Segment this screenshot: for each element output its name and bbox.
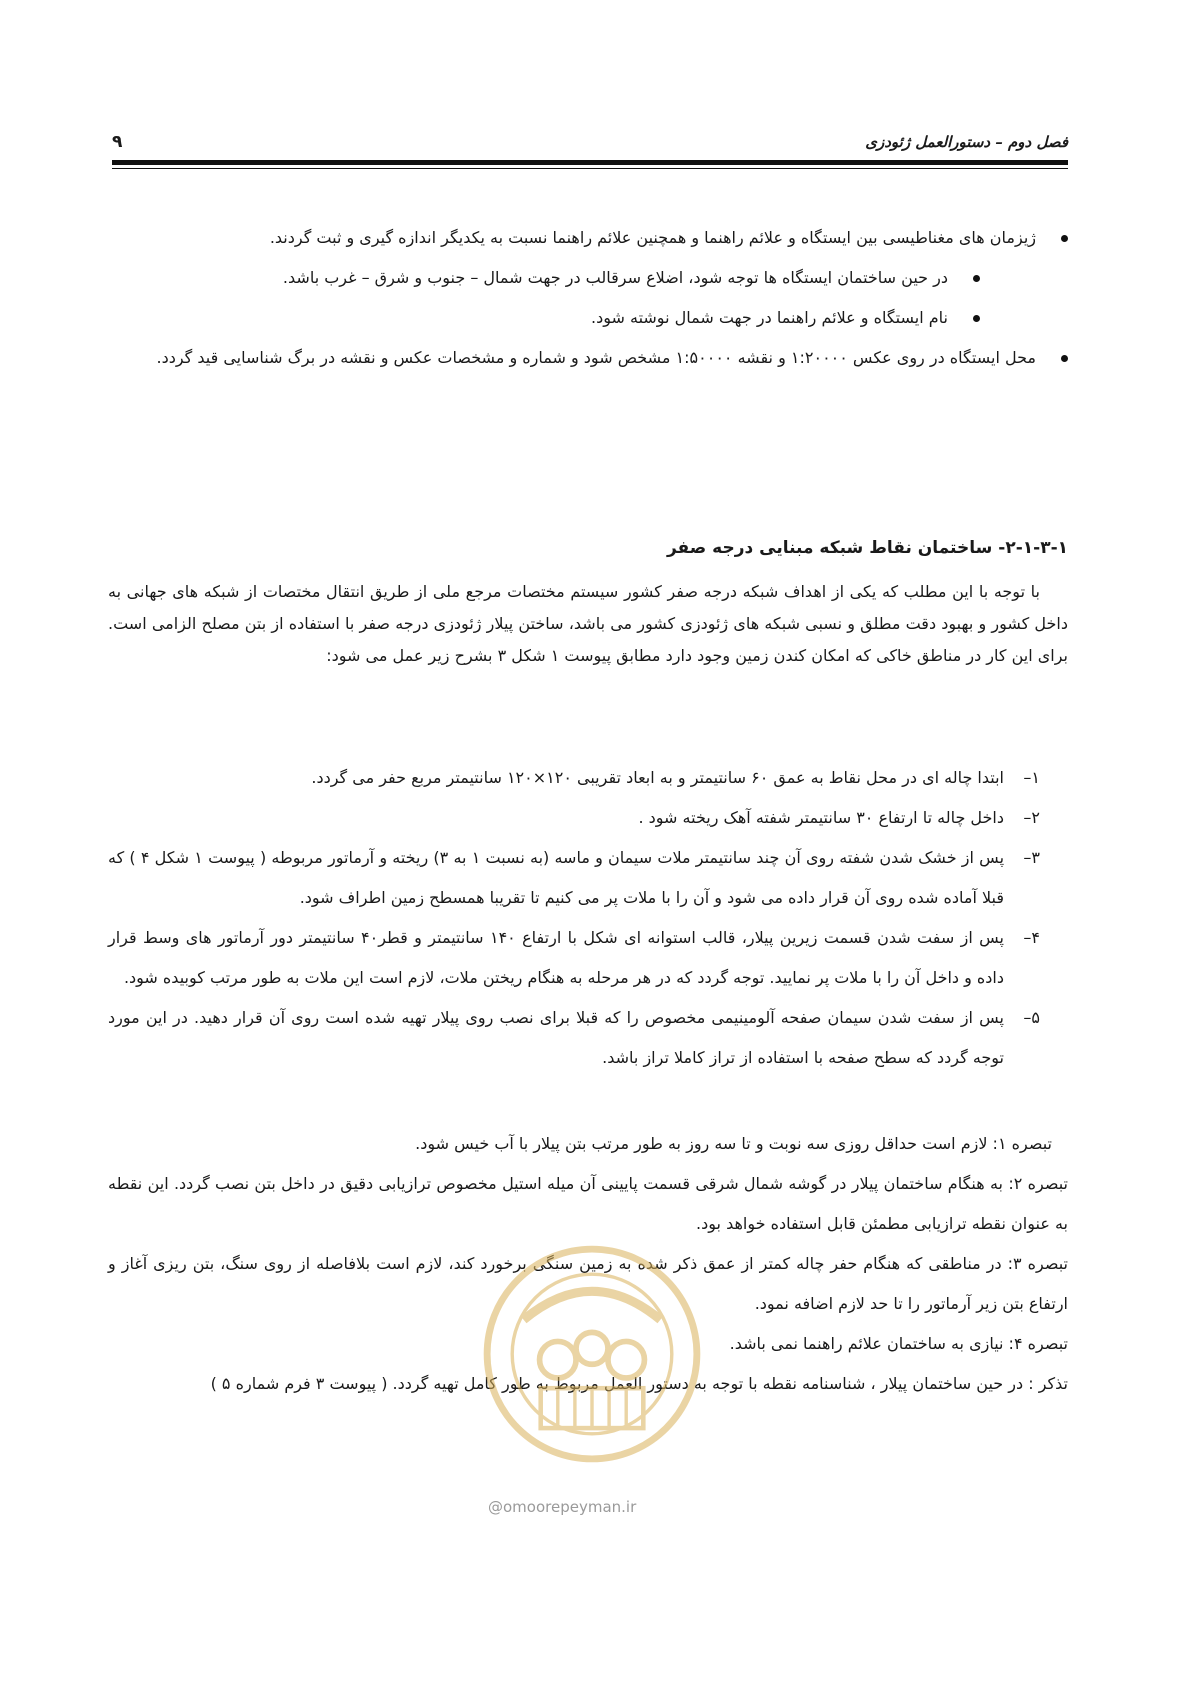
steps-list [108,758,1068,1078]
bullet-icon [1061,235,1068,242]
bullet-icon [973,275,980,282]
bullet-item: نام ایستگاه و علائم راهنما در جهت شمال نوشته شود. [108,298,1068,338]
header-rule-thick [112,160,1068,165]
step-item: ۵– پس از سفت شدن سیمان صفحه آلومینیمی مخصوص را که قبلا برای نصب روی پیلار تهیه شده است روی آن قرار دهید. در این مورد توجه گردد که سطح صفحه با استفاده از تراز کاملا تراز باشد. [108,1008,1040,1067]
bullet-list [108,218,1068,378]
bullet-icon [1061,355,1068,362]
step-item: ۴– پس از سفت شدن قسمت زیرین پیلار، قالب استوانه ای شکل با ارتفاع ۱۴۰ سانتیمتر و قطر۴۰ سانتیمتر دور آرماتور های وسط قرار داده و داخل آن را با ملات پر نمایید. توجه گردد که در هر مرحله به هنگام ریختن ملات، لازم است این ملات به طور مرتب کوبیده شود. [108,928,1040,987]
page-number: ۹ [112,132,123,152]
bullet-icon [973,315,980,322]
intro-paragraph: با توجه با این مطلب که یکی از اهداف شبکه درجه صفر کشور سیستم مختصات مرجع ملی از طریق انتقال مختصات از شبکه های جهانی به داخل کشور و بهبود دقت مطلق و نسبی شبکه های ژئودزی کشور می باشد، ساختن پیلار ژئودزی درجه صفر با استفاده از بتن مصلح الزامی است. برای این کار در مناطق خاکی که امکان کندن زمین وجود دارد مطابق پیوست ۱ شکل ۳ بشرح زیر عمل می شود: [108,582,1068,665]
page-header [112,128,1068,156]
header-rule-thin [112,168,1068,169]
section-heading: ۲-۱-۳-۱- ساختمان نقاط شبکه مبنایی درجه صفر [666,538,1068,558]
step-item: ۳– پس از خشک شدن شفته روی آن چند سانتیمتر ملات سیمان و ماسه (به نسبت ۱ به ۳) ریخته و آرماتور مربوطه ( پیوست ۱ شکل ۴ ) که قبلا آماده شده روی آن قرار داده می شود و آن را با ملات پر می کنیم تا تقریبا همسطح زمین اطراف شود. [108,848,1040,907]
bullet-item: محل ایستگاه در روی عکس ۱:۲۰۰۰۰ و نقشه ۱:۵۰۰۰۰ مشخص شود و شماره و مشخصات عکس و نقشه در برگ شناسایی قید گردد. [108,338,1068,378]
bullet-item: ژیزمان های مغناطیسی بین ایستگاه و علائم راهنما و همچنین علائم راهنما نسبت به یکدیگر اندازه گیری و ثبت گردند. [108,218,1068,258]
step-item: ۲– داخل چاله تا ارتفاع ۳۰ سانتیمتر شفته آهک ریخته شود . [638,808,1040,827]
reminder-note: تذکر : در حین ساختمان پیلار ، شناسنامه نقطه با توجه به دستور العمل مربوط به طور کامل تهیه گردد. ( پیوست ۳ فرم شماره ۵ ) [210,1374,1068,1393]
note-1: تبصره ۱: لازم است حداقل روزی سه نوبت و تا سه روز به طور مرتب بتن پیلار با آب خیس شود. [415,1134,1052,1153]
step-item: ۱– ابتدا چاله ای در محل نقاط به عمق ۶۰ سانتیمتر و به ابعاد تقریبی ۱۲۰×۱۲۰ سانتیمتر مربع حفر می گردد. [311,768,1040,787]
watermark-url: @omoorepeyman.ir [488,1498,637,1516]
watermark-logo [478,1240,706,1468]
chapter-title: فصل دوم – دستورالعمل ژئودزی [865,133,1068,151]
note-4: تبصره ۴: نیازی به ساختمان علائم راهنما نمی باشد. [729,1334,1068,1353]
bullet-item: در حین ساختمان ایستگاه ها توجه شود، اضلاع سرقالب در جهت شمال – جنوب و شرق – غرب باشد. [108,258,1068,298]
note-3: تبصره ۳: در مناطقی که هنگام حفر چاله کمتر از عمق ذکر شده به زمین سنگی برخورد کند، لازم است بلافاصله از روی سنگ، بتن ریزی آغاز و ارتفاع بتن زیر آرماتور را تا حد لازم اضافه نمود. [108,1254,1069,1313]
note-2: تبصره ۲: به هنگام ساختمان پیلار در گوشه شمال شرقی قسمت پایینی آن میله استیل مخصوص ترازیابی دقیق در داخل بتن نصب گردد. این نقطه به عنوان نقطه ترازیابی مطمئن قابل استفاده خواهد بود. [108,1174,1068,1233]
